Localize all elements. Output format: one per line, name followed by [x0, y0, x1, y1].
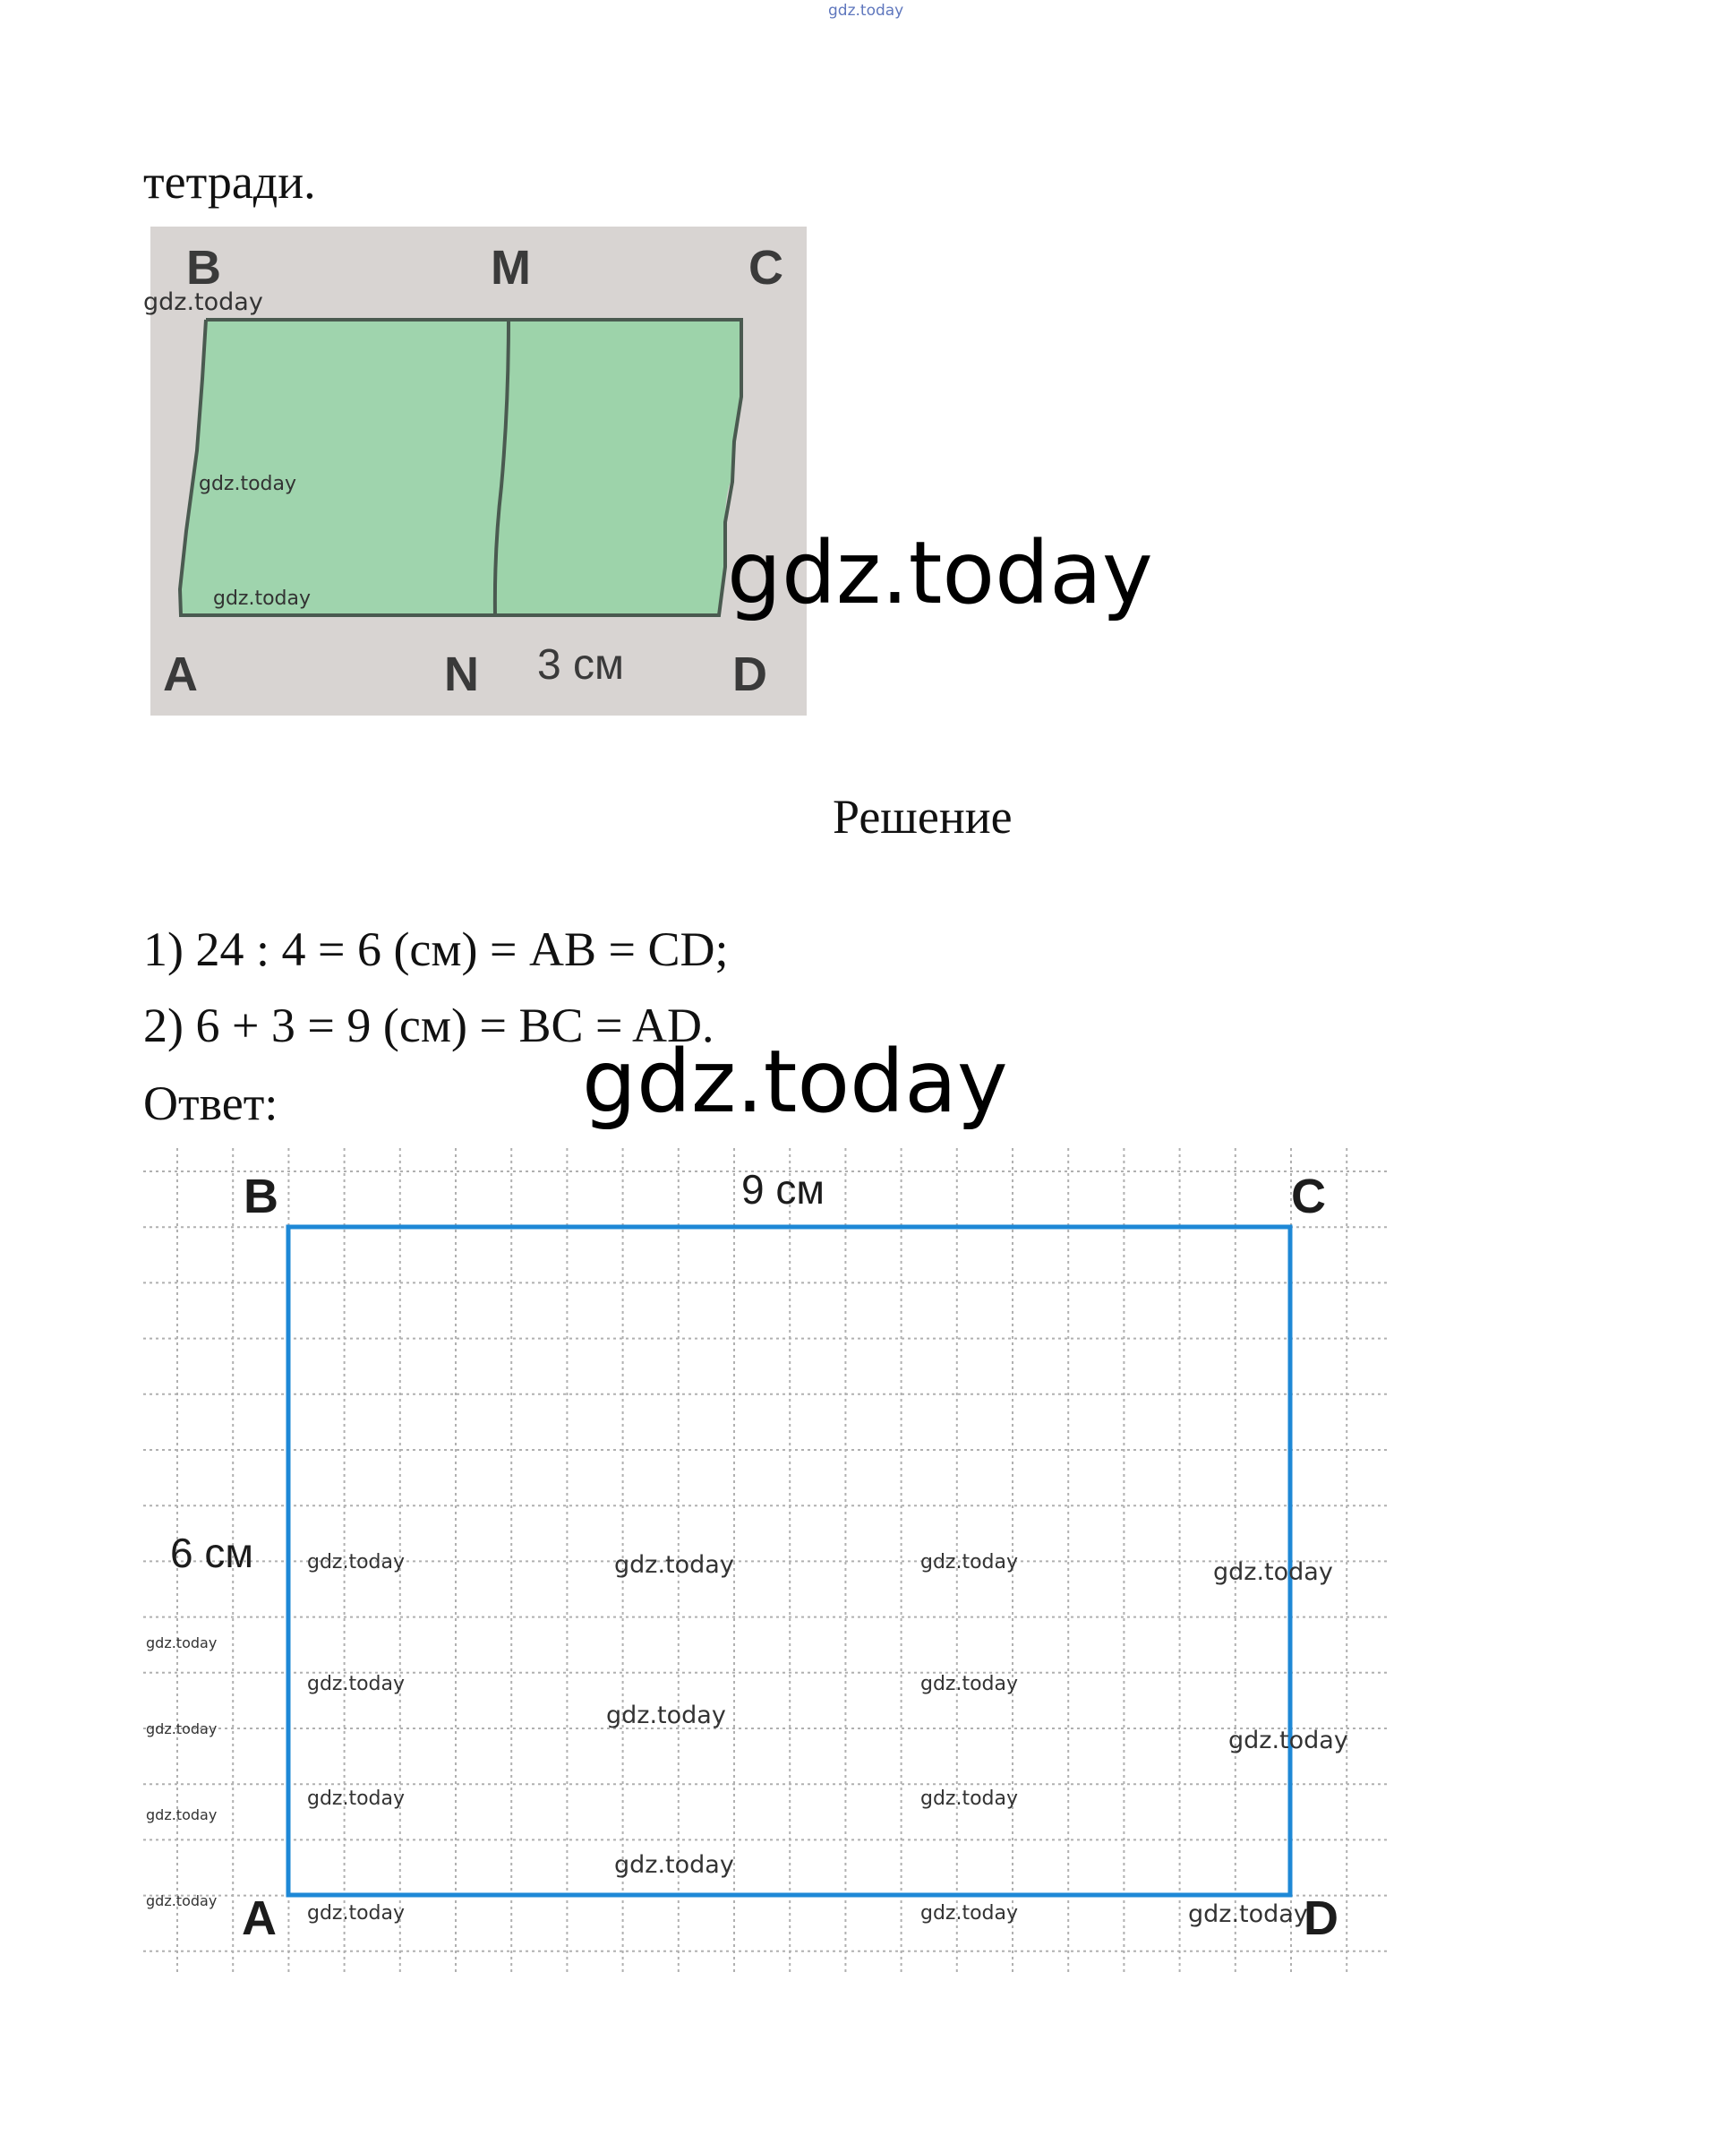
vertex-label-d: D — [1304, 1891, 1338, 1945]
watermark-fig1-a: gdz.today — [143, 288, 263, 316]
watermark-grid-12: gdz.today — [920, 1788, 1019, 1810]
vertex-label-b: B — [186, 241, 221, 295]
vertex-label-c: C — [1291, 1170, 1326, 1223]
watermark-grid-16: gdz.today — [307, 1902, 406, 1925]
heading-fragment: тетради. — [143, 155, 316, 209]
watermark-grid-18: gdz.today — [1188, 1900, 1308, 1928]
green-sheet-right — [495, 320, 741, 615]
watermark-grid-15: gdz.today — [146, 1892, 218, 1909]
watermark-grid-2: gdz.today — [614, 1551, 734, 1579]
vertex-label-m: M — [491, 241, 531, 295]
watermark-grid-1: gdz.today — [307, 1551, 406, 1573]
watermark-grid-4: gdz.today — [1213, 1558, 1333, 1586]
watermark-grid-5: gdz.today — [146, 1634, 218, 1651]
watermark-top: gdz.today — [828, 2, 904, 20]
watermark-large-1: gdz.today — [727, 523, 1153, 623]
width-label-9cm: 9 см — [741, 1166, 825, 1213]
answer-label: Ответ: — [143, 1076, 278, 1130]
height-label-6cm: 6 см — [170, 1530, 253, 1576]
watermark-grid-6: gdz.today — [307, 1673, 406, 1695]
watermark-grid-11: gdz.today — [307, 1788, 406, 1810]
watermark-large-2: gdz.today — [582, 1032, 1008, 1132]
watermark-grid-10: gdz.today — [146, 1720, 218, 1737]
vertex-label-a: A — [242, 1891, 277, 1945]
green-sheet-left — [180, 320, 509, 615]
watermark-grid-13: gdz.today — [146, 1806, 218, 1823]
solution-step-2: 2) 6 + 3 = 9 (см) = BC = AD. — [143, 999, 714, 1052]
watermark-grid-17: gdz.today — [920, 1902, 1019, 1925]
watermark-grid-14: gdz.today — [614, 1851, 734, 1879]
dimension-label-3cm: 3 см — [537, 641, 625, 689]
vertex-label-b: B — [244, 1170, 278, 1223]
solution-step-1: 1) 24 : 4 = 6 (см) = AB = CD; — [143, 922, 729, 976]
vertex-label-d: D — [732, 647, 767, 701]
watermark-fig1-c: gdz.today — [213, 587, 312, 610]
vertex-label-n: N — [444, 647, 479, 701]
watermark-grid-7: gdz.today — [606, 1702, 726, 1729]
watermark-grid-3: gdz.today — [920, 1551, 1019, 1573]
solution-title: Решение — [833, 790, 1013, 844]
watermark-fig1-b: gdz.today — [199, 473, 297, 495]
vertex-label-a: A — [163, 647, 198, 701]
vertex-label-c: C — [748, 241, 783, 295]
watermark-grid-9: gdz.today — [1228, 1727, 1348, 1754]
watermark-grid-8: gdz.today — [920, 1673, 1019, 1695]
